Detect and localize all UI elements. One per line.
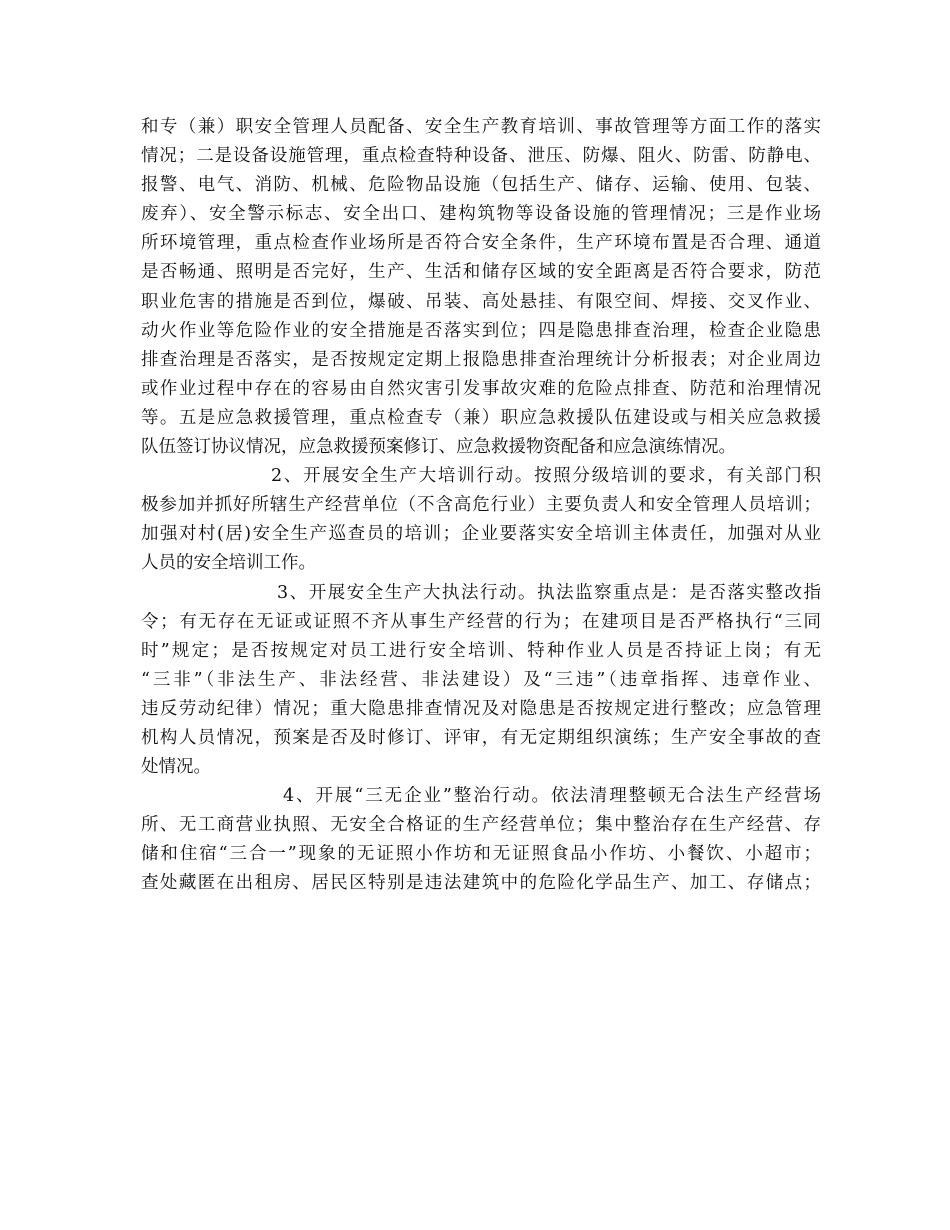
paragraph-heading-4: 4、开展“三无企业”整治行动。依法清理整顿无合法生产经营场 (283, 786, 821, 807)
paragraph-heading-2: 2、开展安全生产大培训行动。按照分级培训的要求，有关部门积 (271, 466, 821, 487)
text-line: 排查治理是否落实，是否按规定定期上报隐患排查治理统计分析报表；对企业周边 (141, 349, 821, 370)
text-line: 所、无工商营业执照、无安全合格证的生产经营单位；集中整治存在生产经营、存 (141, 815, 821, 836)
text-line: 废弃）、安全警示标志、安全出口、建构筑物等设备设施的管理情况；三是作业场 (141, 204, 821, 225)
text-line: 情况；二是设备设施管理，重点检查特种设备、泄压、防爆、阻火、防雷、防静电、 (141, 146, 821, 167)
text-line: 和专（兼）职安全管理人员配备、安全生产教育培训、事故管理等方面工作的落实 (141, 117, 821, 137)
text-line: 所环境管理，重点检查作业场所是否符合安全条件，生产环境布置是否合理、通道 (141, 233, 821, 254)
text-line: 人员的安全培训工作。 (141, 553, 316, 574)
text-line: 或作业过程中存在的容易由自然灾害引发事故灾难的危险点排查、防范和治理情况 (141, 378, 821, 399)
text-line: 等。五是应急救援管理，重点检查专（兼）职应急救援队伍建设或与相关应急救援 (141, 407, 821, 428)
text-line: “三非”（非法生产、非法经营、非法建设）及“三违”（违章指挥、违章作业、 (141, 669, 821, 690)
paragraph-heading-3: 3、开展安全生产大执法行动。执法监察重点是：是否落实整改指 (277, 582, 821, 603)
text-line: 加强对村(居)安全生产巡查员的培训；企业要落实安全培训主体责任，加强对从业 (141, 524, 821, 545)
text-line: 动火作业等危险作业的安全措施是否落实到位；四是隐患排查治理，检查企业隐患 (141, 320, 821, 341)
text-line: 处情况。 (141, 757, 211, 778)
text-line: 令；有无存在无证或证照不齐从事生产经营的行为；在建项目是否严格执行“三同 (141, 611, 821, 632)
text-line: 职业危害的措施是否到位，爆破、吊装、高处悬挂、有限空间、焊接、交叉作业、 (141, 291, 821, 312)
text-line: 报警、电气、消防、机械、危险物品设施（包括生产、储存、运输、使用、包装、 (141, 175, 821, 196)
document-body (141, 113, 821, 899)
text-line: 违反劳动纪律）情况；重大隐患排查情况及对隐患是否按规定进行整改；应急管理 (141, 698, 821, 719)
text-line: 查处藏匿在出租房、居民区特别是违法建筑中的危险化学品生产、加工、存储点； (141, 873, 821, 894)
text-line: 储和住宿“三合一”现象的无证照小作坊和无证照食品小作坊、小餐饮、小超市； (141, 844, 821, 865)
text-line: 队伍签订协议情况，应急救援预案修订、应急救援物资配备和应急演练情况。 (141, 437, 736, 458)
text-line: 时”规定；是否按规定对员工进行安全培训、特种作业人员是否持证上岗；有无 (141, 640, 821, 661)
text-line: 机构人员情况，预案是否及时修订、评审，有无定期组织演练；生产安全事故的查 (141, 727, 821, 748)
text-line: 极参加并抓好所辖生产经营单位（不含高危行业）主要负责人和安全管理人员培训； (141, 495, 821, 516)
text-line: 是否畅通、照明是否完好，生产、生活和储存区域的安全距离是否符合要求，防范 (141, 262, 821, 283)
